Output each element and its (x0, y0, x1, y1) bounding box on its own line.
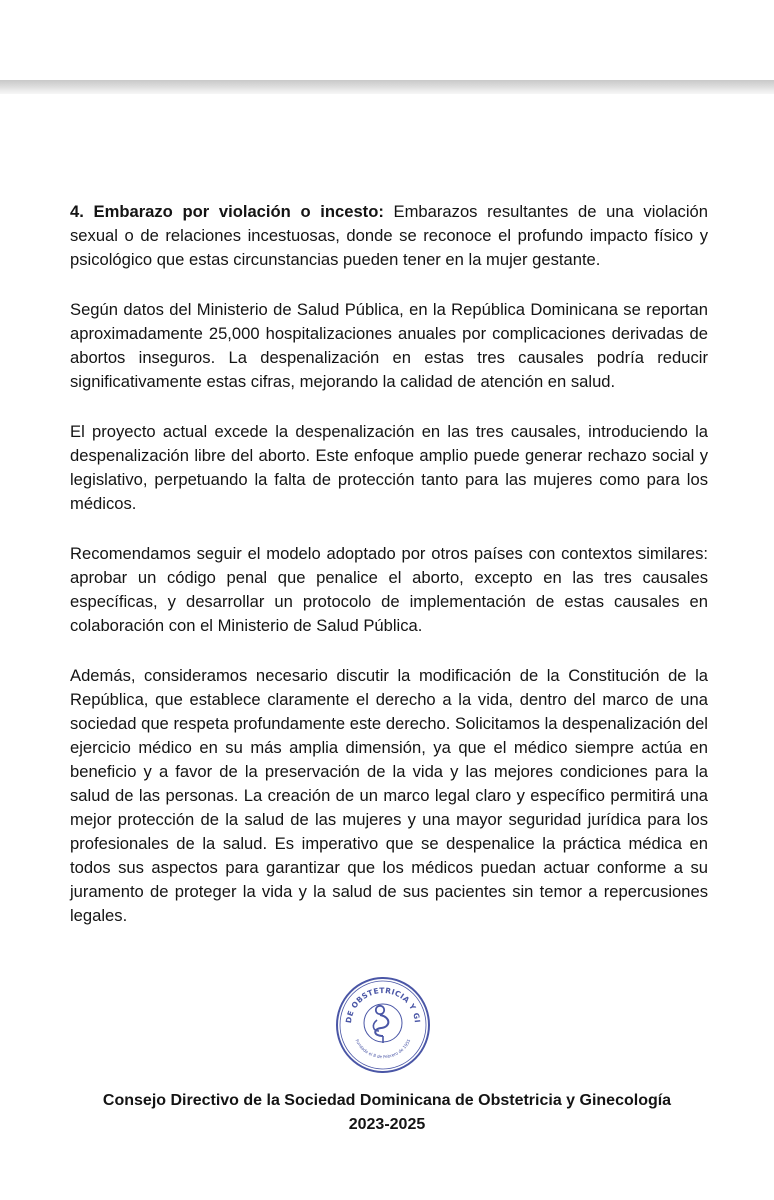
society-seal-icon (333, 973, 433, 1075)
svg-text:Fundada el 8 de Febrero de 195: Fundada el 8 de Febrero de 1955 (354, 1038, 412, 1060)
page-edge-shadow (0, 80, 774, 94)
paragraph-current-project: El proyecto actual excede la despenalización en las tres causales, introduciendo la despenalización libre del aborto. Este enfoque amplio puede generar rechazo social y legislativo, perpetuando la falta de protección tanto para las mujeres como para los médicos. (70, 422, 708, 513)
paragraph-statistics: Según datos del Ministerio de Salud Pública, en la República Dominicana se reportan aproximadamente 25,000 hospitalizaciones anuales por complicaciones derivadas de abortos inseguros. La despenalización en estas tres causales podría reducir significativamente estas cifras, mejorando la calidad de atención en salud. (70, 300, 708, 391)
svg-text:SOC. DOM. DE OBSTETRICIA Y GIN: DE OBSTETRICIA Y GI (343, 985, 422, 1024)
paragraph-constitution: Además, consideramos necesario discutir la modificación de la Constitución de la República, que establece claramente el derecho a la vida, dentro del marco de una sociedad que respeta profundamente este derecho. Solicitamos la despenalización del ejercicio médico en su más amplia dimensión, ya que el médico siempre actúa en beneficio y a favor de la preservación de la vida y las mejores condiciones para la salud de las personas. La creación de un marco legal claro y específico permitirá una mejor protección de la salud de las mujeres y una mayor seguridad jurídica para los profesionales de la salud. Es imperativo que se despenalice la práctica médica en todos sus aspectos para garantizar que los médicos puedan actuar conforme a su juramento de proteger la vida y la salud de sus pacientes sin temor a repercusiones legales. (70, 666, 708, 925)
paragraph-causal-4 (70, 200, 708, 272)
paragraph-heading: 4. Embarazo por violación o incesto: (70, 202, 384, 221)
paragraph-text: Embarazos resultantes de una violación sexual o de relaciones incestuosas, donde se reconoce el profundo impacto físico y psicológico que estas circunstancias pueden tener en la mujer gestante. (70, 202, 708, 269)
document-body (70, 200, 708, 954)
footer-period: 2023-2025 (348, 1116, 426, 1133)
paragraph-recommendation: Recomendamos seguir el modelo adoptado por otros países con contextos similares: aprobar un código penal que penalice el aborto, excepto en las tres causales específicas, y desarrollar un protocolo de implementación de estas causales en colaboración con el Ministerio de Salud Pública. (70, 544, 708, 635)
footer-council: Consejo Directivo de la Sociedad Dominicana de Obstetricia y Ginecología (102, 1092, 672, 1109)
page-top-margin (0, 0, 774, 80)
